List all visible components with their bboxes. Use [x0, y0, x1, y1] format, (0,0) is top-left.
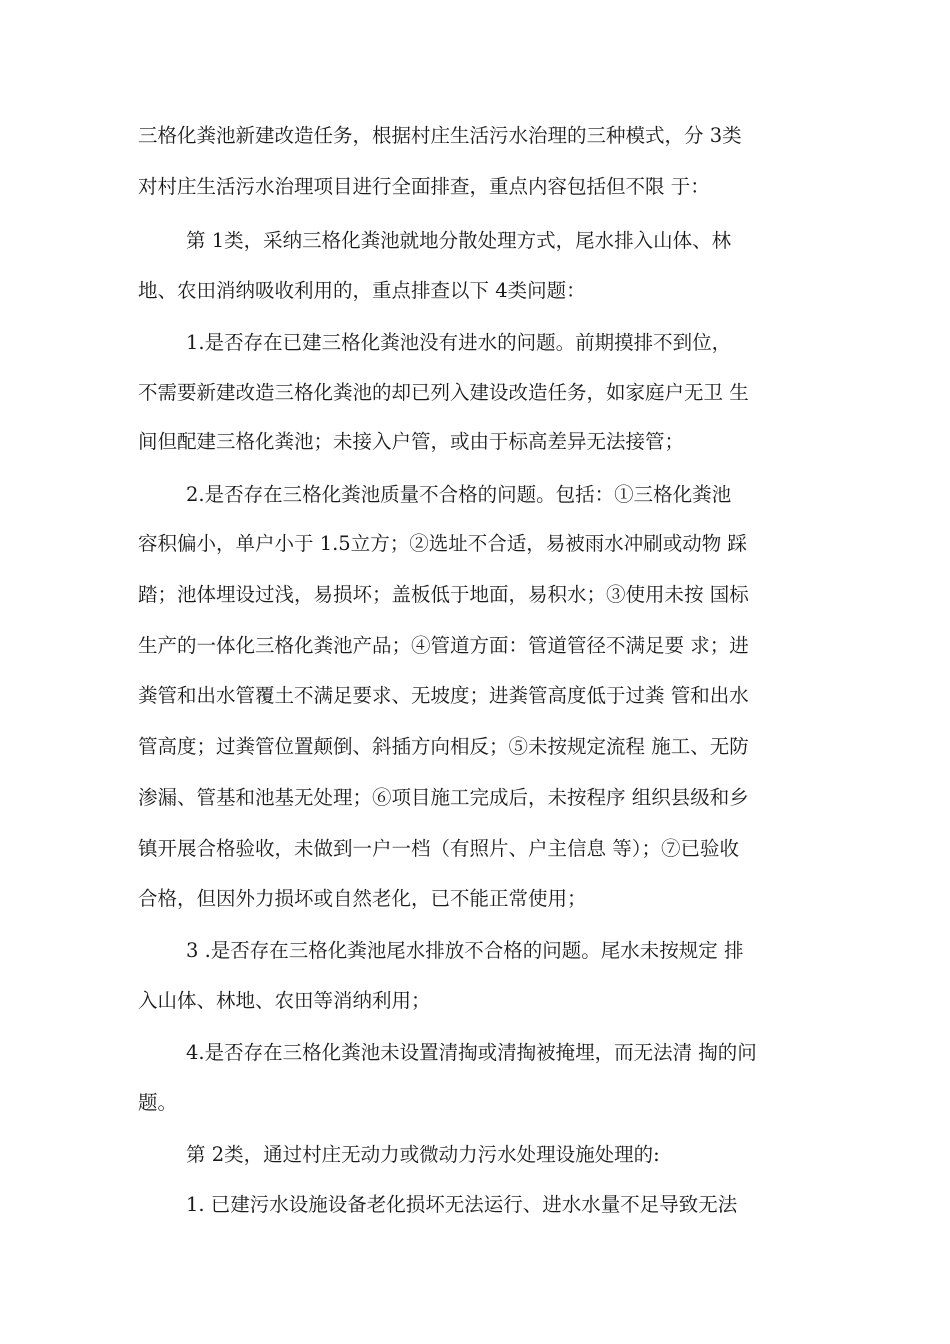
text-line: 渗漏、管基和池基无处理；⑥项目施工完成后，未按程序 组织县级和乡 — [138, 786, 749, 809]
text-line: 第 2类，通过村庄无动力或微动力污水处理设施处理的: — [186, 1143, 660, 1166]
text-line: 第 1类，采纳三格化粪池就地分散处理方式，尾水排入山体、林 — [186, 229, 732, 252]
text-line: 入山体、林地、农田等消纳利用； — [138, 989, 431, 1012]
text-line: 对村庄生活污水治理项目进行全面排查，重点内容包括但不限 于： — [138, 175, 710, 198]
text-line: 不需要新建改造三格化粪池的却已列入建设改造任务，如家庭户无卫 生 — [138, 381, 749, 404]
text-line: 生产的一体化三格化粪池产品；④管道方面：管道管径不满足要 求；进 — [138, 634, 749, 657]
text-line: 地、农田消纳吸收利用的，重点排查以下 4类问题： — [138, 279, 586, 302]
text-line: 1. 已建污水设施设备老化损坏无法运行、进水水量不足导致无法 — [186, 1193, 738, 1216]
text-line: 管高度；过粪管位置颠倒、斜插方向相反；⑤未按规定流程 施工、无防 — [138, 735, 749, 758]
text-line: 4.是否存在三格化粪池未设置清掏或清掏被掩埋，而无法清 掏的问 — [186, 1041, 757, 1064]
text-line: 1.是否存在已建三格化粪池没有进水的问题。前期摸排不到位， — [186, 331, 732, 354]
text-line: 粪管和出水管覆土不满足要求、无坡度；进粪管高度低于过粪 管和出水 — [138, 684, 749, 707]
text-line: 2.是否存在三格化粪池质量不合格的问题。包括：①三格化粪池 — [186, 483, 732, 506]
text-line: 容积偏小，单户小于 1.5立方；②选址不合适，易被雨水冲刷或动物 踩 — [138, 532, 747, 555]
text-line: 题。 — [138, 1091, 178, 1114]
text-line: 合格，但因外力损坏或自然老化，已不能正常使用； — [138, 887, 587, 910]
text-line: 3 .是否存在三格化粪池尾水排放不合格的问题。尾水未按规定 排 — [186, 939, 744, 962]
text-line: 三格化粪池新建改造任务，根据村庄生活污水治理的三种模式，分 3类 — [138, 124, 742, 147]
text-line: 踏；池体埋设过浅，易损坏；盖板低于地面，易积水；③使用未按 国标 — [138, 583, 749, 606]
text-line: 间但配建三格化粪池；未接入户管，或由于标高差异无法接管； — [138, 430, 685, 453]
text-line: 镇开展合格验收，未做到一户一档（有照片、户主信息 等）；⑦已验收 — [138, 837, 739, 860]
